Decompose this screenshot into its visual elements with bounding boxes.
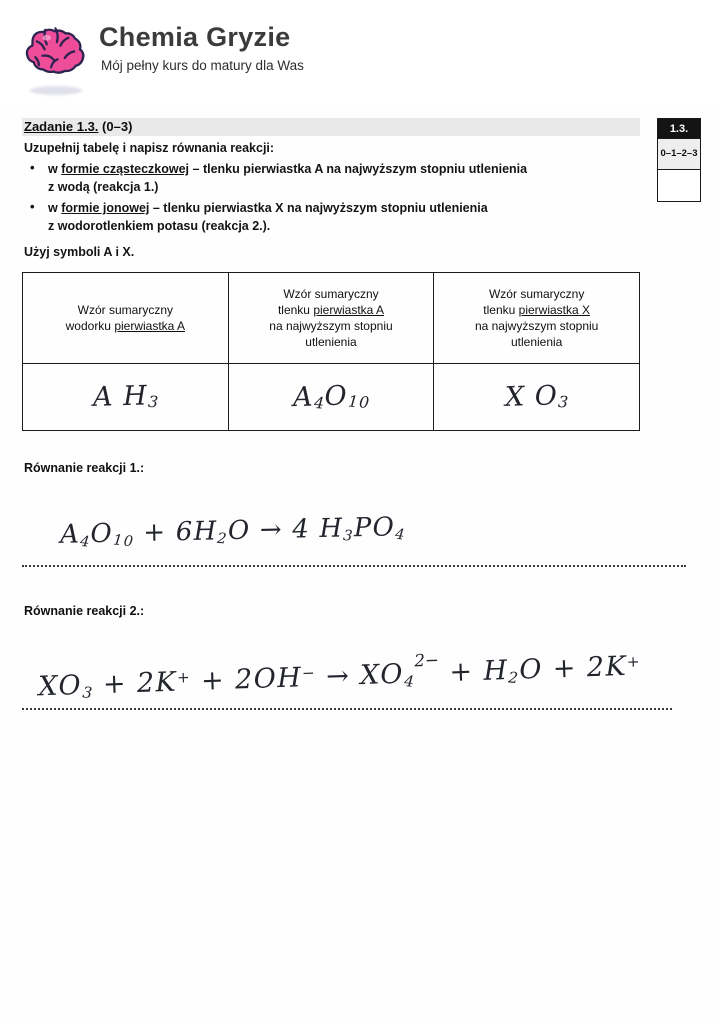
answer-cell-3[interactable] xyxy=(434,364,640,431)
task-bullet-list xyxy=(24,160,644,238)
task-bullet-1 xyxy=(24,160,644,196)
score-box-awarded xyxy=(658,170,700,201)
header-2-line1: Wzór sumaryczny xyxy=(283,287,379,301)
formulas-table xyxy=(22,272,640,431)
bullet-2-emphasis: formie jonowej xyxy=(61,201,150,215)
bullet-1-lead: w xyxy=(48,162,62,176)
bullet-2-line2: z wodorotlenkiem potasu (reakcja 2.). xyxy=(48,219,271,233)
header-2-line2-plain: tlenku xyxy=(277,303,314,317)
task-instruction: Uzupełnij tabelę i napisz równania reakcji: xyxy=(24,141,275,155)
handwritten-answer-3: X $O_3$ xyxy=(504,380,570,414)
equation-1-dotted-line[interactable] xyxy=(22,565,686,567)
exam-sheet xyxy=(0,108,720,1018)
score-box xyxy=(657,118,701,202)
equation-2-label: Równanie reakcji 2.: xyxy=(24,604,145,618)
task-outro: Użyj symboli A i X. xyxy=(24,245,135,259)
bullet-2-rest: – tlenku pierwiastka X na najwyższym stopniu utlenienia xyxy=(149,201,488,215)
answer-cell-2[interactable] xyxy=(228,364,434,431)
task-heading xyxy=(24,119,132,134)
header-3-line2-plain: tlenku xyxy=(483,303,519,317)
brand-subtitle: Mój pełny kurs do matury dla Was xyxy=(101,58,304,73)
equation-1-handwritten: $A_4O_{10} + 6H_2O \to 4$ $H_3PO_4$ xyxy=(59,512,407,551)
bullet-1-emphasis: formie cząsteczkowej xyxy=(61,162,190,176)
header-1-line1: Wzór sumaryczny xyxy=(77,303,173,317)
score-box-id: 1.3. xyxy=(658,119,700,139)
header-2-line4: utlenienia xyxy=(305,335,357,349)
header-3-line2-underlined: pierwiastka X xyxy=(518,303,591,317)
handwritten-answer-2: $A_4O_{10}$ xyxy=(292,380,371,414)
header-2-line2-underlined: pierwiastka A xyxy=(313,303,385,317)
table-header-cell-2 xyxy=(228,273,434,364)
header-3-line4: utlenienia xyxy=(510,335,563,349)
equation-2-handwritten: $XO_3 + 2K^+ + 2OH^- \to XO_42- + H_2O + 2K^+$ xyxy=(37,649,642,703)
answer-cell-1[interactable] xyxy=(23,364,229,431)
table-header-row xyxy=(23,273,640,364)
handwritten-answer-1: A $H_3$ xyxy=(92,380,160,414)
bullet-1-rest: – tlenku pierwiastka A na najwyższym stopniu utlenienia xyxy=(189,162,528,176)
brand-title: Chemia Gryzie xyxy=(99,22,291,52)
table-header-cell-3 xyxy=(434,273,640,364)
brand-header xyxy=(0,0,720,108)
bullet-1-line2: z wodą (reakcja 1.) xyxy=(48,180,159,194)
header-3-line1: Wzór sumaryczny xyxy=(488,287,585,301)
header-3-line3: na najwyższym stopniu xyxy=(474,319,599,333)
bullet-2-lead: w xyxy=(48,201,62,215)
score-box-scale: 0–1–2–3 xyxy=(658,139,700,170)
task-heading-points: (0–3) xyxy=(102,119,133,134)
header-2-line3: na najwyższym stopniu xyxy=(269,319,393,333)
task-heading-label: Zadanie 1.3. xyxy=(24,119,99,134)
brain-icon xyxy=(18,14,90,86)
task-bullet-2 xyxy=(24,199,644,235)
table-header-cell-1 xyxy=(23,273,229,364)
equation-2-dotted-line[interactable] xyxy=(22,708,672,710)
header-1-line2-underlined: pierwiastka A xyxy=(114,319,186,333)
equation-1-label: Równanie reakcji 1.: xyxy=(24,461,145,475)
header-1-line2-plain: wodorku xyxy=(65,319,115,333)
table-answer-row xyxy=(23,364,640,431)
logo-shadow xyxy=(30,86,82,95)
